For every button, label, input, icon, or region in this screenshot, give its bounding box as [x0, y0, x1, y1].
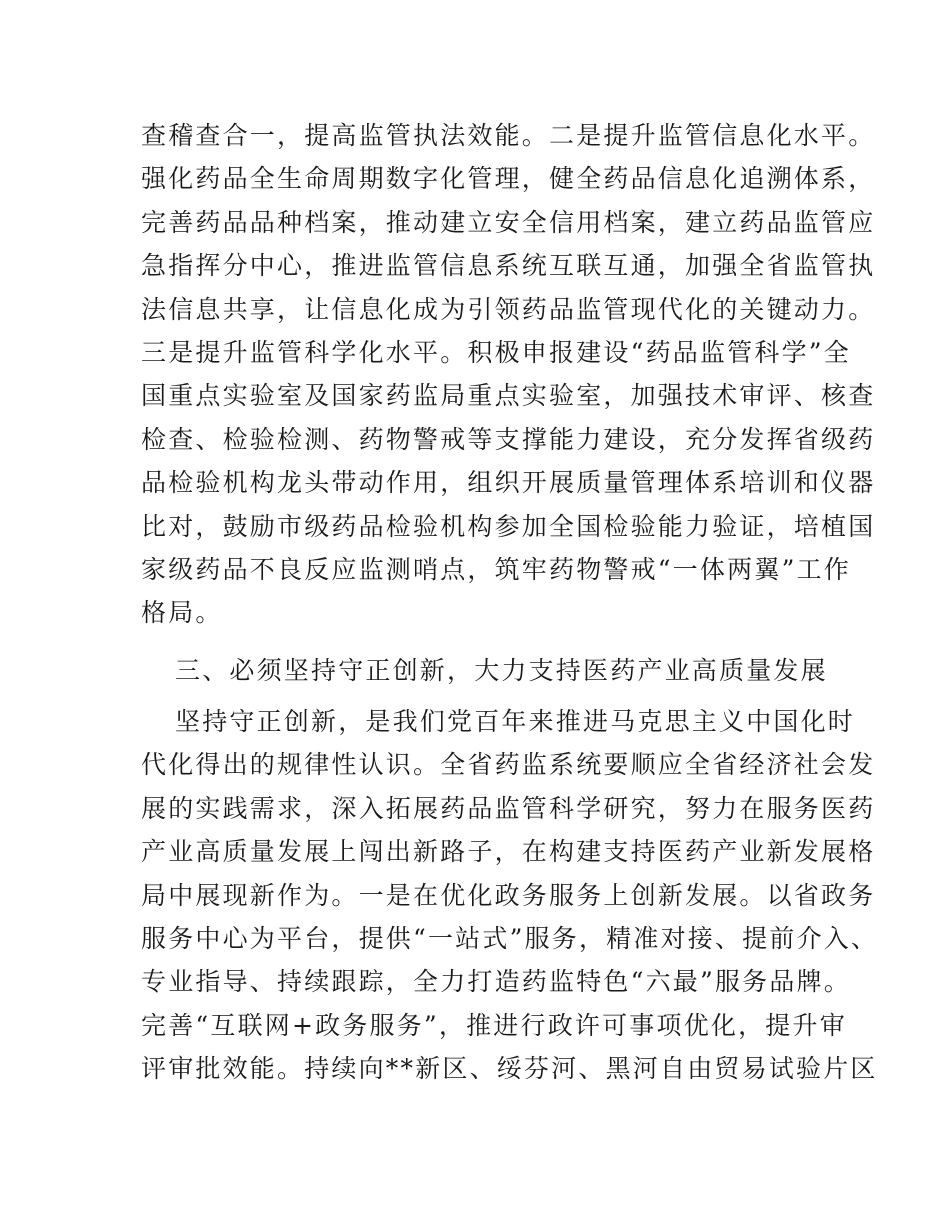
- text-line: 坚持守正创新，是我们党百年来推进马克思主义中国化时: [175, 707, 856, 736]
- text-line: 展的实践需求，深入拓展药品监管科学研究，努力在服务医药: [141, 793, 876, 823]
- text-line: 国重点实验室及国家药监局重点实验室，加强技术审评、核查: [141, 381, 876, 411]
- text-line: 三是提升监管科学化水平。积极申报建设“药品监管科学”全: [141, 337, 851, 367]
- section-heading: [141, 649, 828, 692]
- text-line: 服务中心为平台，提供“一站式”服务，精准对接、提前介入、: [141, 923, 879, 953]
- text-line: 局中展现新作为。一是在优化政务服务上创新发展。以省政务: [141, 880, 876, 910]
- text-line: 查稽查合一，提高监管执法效能。二是提升监管信息化水平。: [141, 121, 876, 150]
- body-paragraph-2: [141, 700, 879, 1091]
- text-line: 完善药品品种档案，推动建立安全信用档案，建立药品监管应: [141, 207, 876, 237]
- text-line: 比对，鼓励市级药品检验机构参加全国检验能力验证，培植国: [141, 511, 876, 541]
- text-line: 专业指导、持续跟踪，全力打造药监特色“六最”服务品牌。: [141, 967, 851, 997]
- section-heading-text: 三、必须坚持守正创新，大力支持医药产业高质量发展: [175, 656, 828, 685]
- text-line: 评审批效能。持续向**新区、绥芬河、黑河自由贸易试验片区: [141, 1054, 878, 1084]
- text-line: 急指挥分中心，推进监管信息系统互联互通，加强全省监管执: [141, 251, 876, 281]
- text-line: 格局。: [141, 598, 223, 628]
- text-line: 检查、检验检测、药物警戒等支撑能力建设，充分发挥省级药: [141, 424, 876, 454]
- text-line: 完善“互联网+政务服务”，推进行政许可事项优化，提升审: [141, 1010, 847, 1040]
- text-line: 代化得出的规律性认识。全省药监系统要顺应全省经济社会发: [141, 750, 876, 780]
- text-line: 法信息共享，让信息化成为引领药品监管现代化的关键动力。: [141, 294, 876, 324]
- text-line: 产业高质量发展上闯出新路子，在构建支持医药产业新发展格: [141, 837, 876, 867]
- text-line: 强化药品全生命周期数字化管理，健全药品信息化追溯体系，: [141, 164, 876, 194]
- text-line: 品检验机构龙头带动作用，组织开展质量管理体系培训和仪器: [141, 468, 876, 498]
- body-paragraph-1: [141, 114, 876, 635]
- text-line: 家级药品不良反应监测哨点，筑牢药物警戒“一体两翼”工作: [141, 554, 851, 584]
